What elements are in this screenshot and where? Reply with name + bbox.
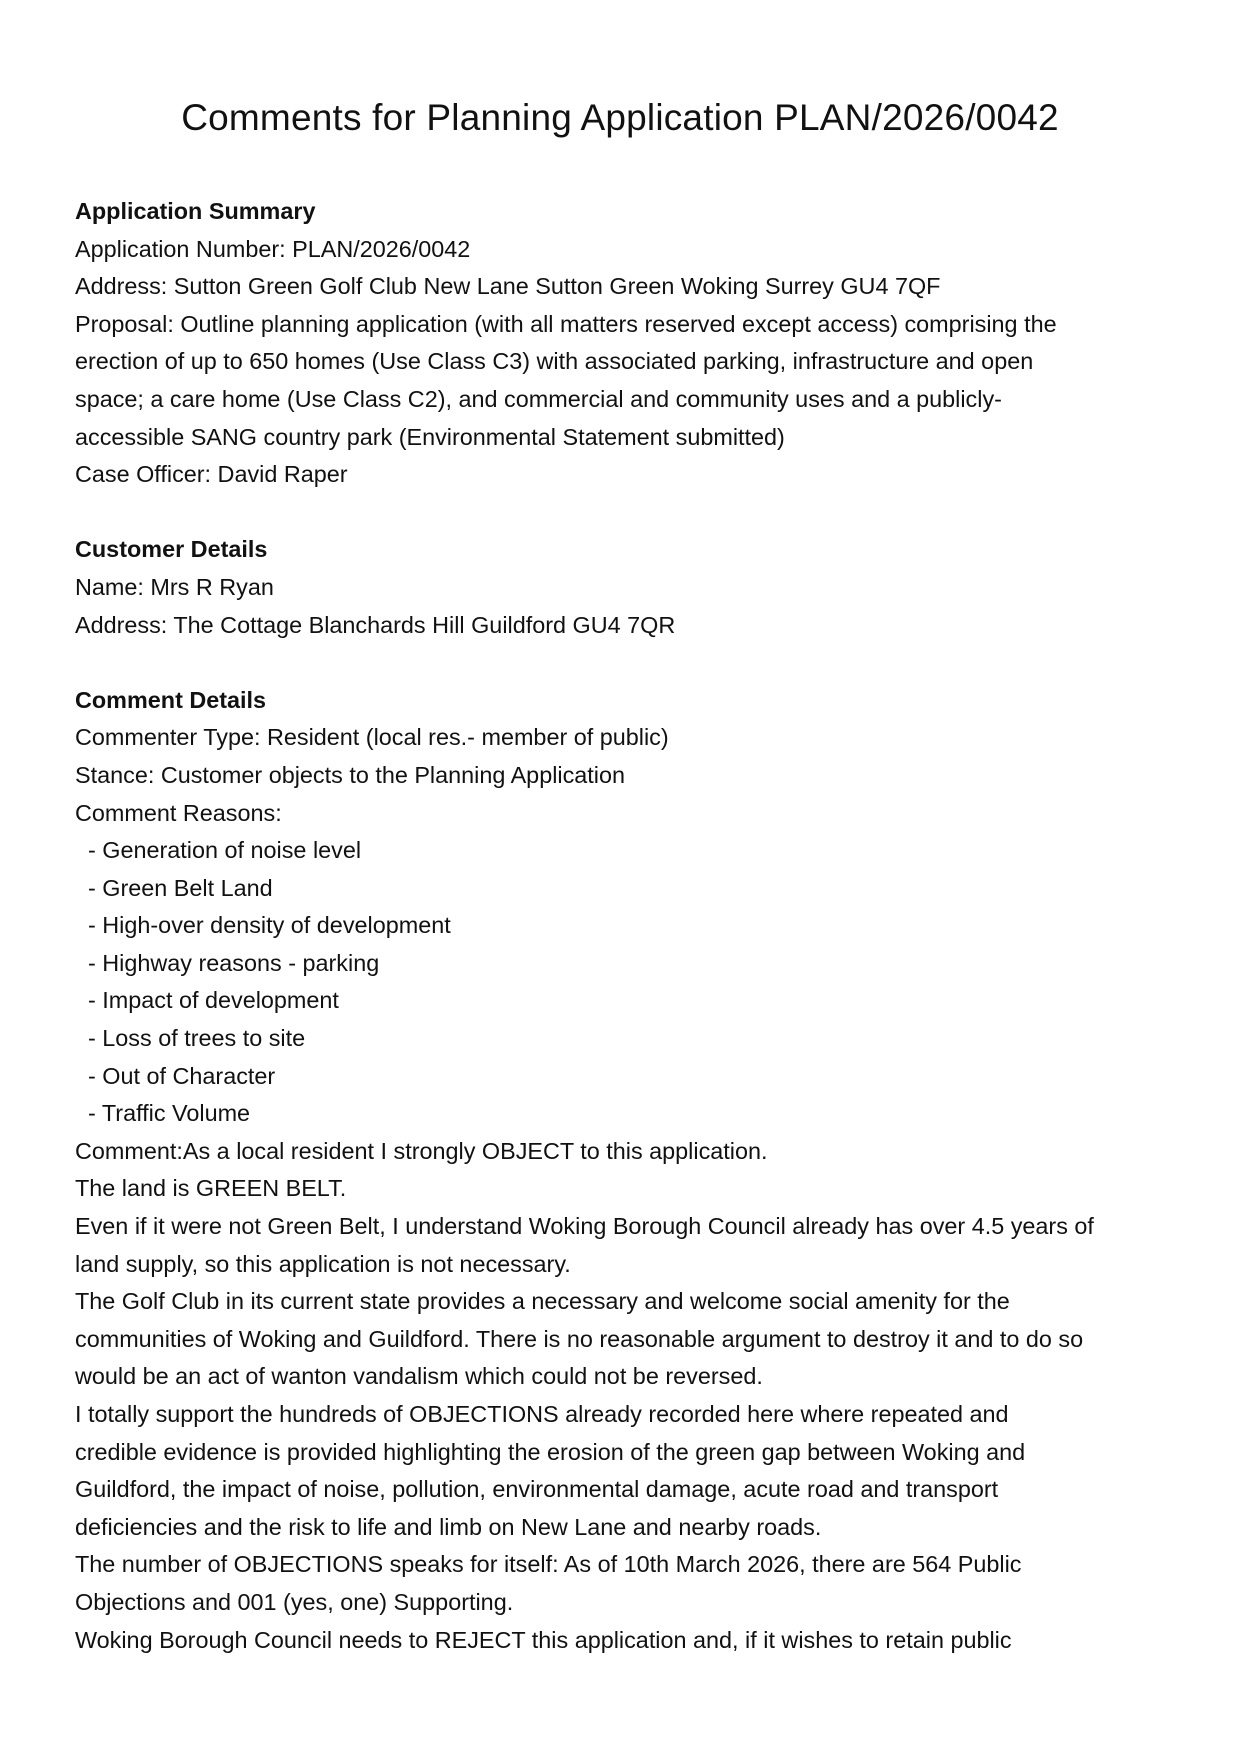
customer-details-section (75, 531, 1165, 644)
comment-details-section (75, 682, 1165, 1659)
customer-name: Name: Mrs R Ryan (75, 573, 274, 600)
section-spacer (75, 644, 1165, 682)
list-item: - Green Belt Land (88, 874, 273, 901)
comment-body (75, 1133, 1165, 1659)
proposal-line: erection of up to 650 homes (Use Class C3) with associated parking, infrastructure and open (75, 348, 1034, 375)
document-content (75, 193, 1165, 1659)
customer-details-heading: Customer Details (75, 536, 268, 563)
page-title: Comments for Planning Application PLAN/2026/0042 (181, 97, 1059, 138)
comment-line: The Golf Club in its current state provides a necessary and welcome social amenity for the (75, 1288, 1010, 1315)
application-summary-heading: Application Summary (75, 198, 316, 224)
comment-line: land supply, so this application is not necessary. (75, 1250, 571, 1277)
list-item: - Generation of noise level (88, 837, 362, 864)
comment-line: Guildford, the impact of noise, pollution, environmental damage, acute road and transport (75, 1476, 999, 1503)
proposal-line: Proposal: Outline planning application (with all matters reserved except access) comprising the (75, 310, 1057, 337)
customer-address: Address: The Cottage Blanchards Hill Guildford GU4 7QR (75, 611, 676, 638)
comment-line: The land is GREEN BELT. (75, 1175, 347, 1202)
section-spacer (75, 494, 1165, 532)
application-summary-section (75, 193, 1165, 494)
comment-line: deficiencies and the risk to life and limb on New Lane and nearby roads. (75, 1513, 822, 1540)
comment-line: I totally support the hundreds of OBJECTIONS already recorded here where repeated and (75, 1401, 1009, 1427)
list-item: - Impact of development (88, 987, 339, 1014)
comment-line: Comment:As a local resident I strongly OBJECT to this application. (75, 1137, 768, 1164)
case-officer: Case Officer: David Raper (75, 461, 348, 488)
commenter-type: Commenter Type: Resident (local res.- member of public) (75, 724, 669, 751)
comment-reasons-list (75, 832, 1165, 1133)
list-item: - Traffic Volume (88, 1100, 251, 1127)
comment-line: The number of OBJECTIONS speaks for itself: As of 10th March 2026, there are 564 Public (75, 1551, 1022, 1578)
comment-line: would be an act of wanton vandalism which could not be reversed. (75, 1363, 763, 1390)
list-item: - Highway reasons - parking (88, 949, 380, 976)
comment-line: Woking Borough Council needs to REJECT this application and, if it wishes to retain public (75, 1626, 1012, 1653)
comment-line: communities of Woking and Guildford. There is no reasonable argument to destroy it and to do so (75, 1325, 1084, 1352)
comment-line: Even if it were not Green Belt, I understand Woking Borough Council already has over 4.5 years of (75, 1213, 1094, 1240)
comment-line: credible evidence is provided highlighting the erosion of the green gap between Woking and (75, 1438, 1026, 1465)
list-item: - Loss of trees to site (88, 1025, 306, 1052)
comment-details-heading: Comment Details (75, 686, 267, 713)
list-item: - High-over density of development (88, 912, 451, 939)
proposal-line: space; a care home (Use Class C2), and commercial and community uses and a publicly- (75, 385, 1002, 412)
stance: Stance: Customer objects to the Planning Application (75, 761, 626, 788)
proposal-line: accessible SANG country park (Environmental Statement submitted) (75, 423, 785, 450)
site-address: Address: Sutton Green Golf Club New Lane Sutton Green Woking Surrey GU4 7QF (75, 273, 941, 300)
comment-line: Objections and 001 (yes, one) Supporting. (75, 1588, 514, 1615)
comment-reasons-label: Comment Reasons: (75, 799, 282, 826)
application-number: Application Number: PLAN/2026/0042 (75, 235, 471, 262)
list-item: - Out of Character (88, 1062, 276, 1089)
